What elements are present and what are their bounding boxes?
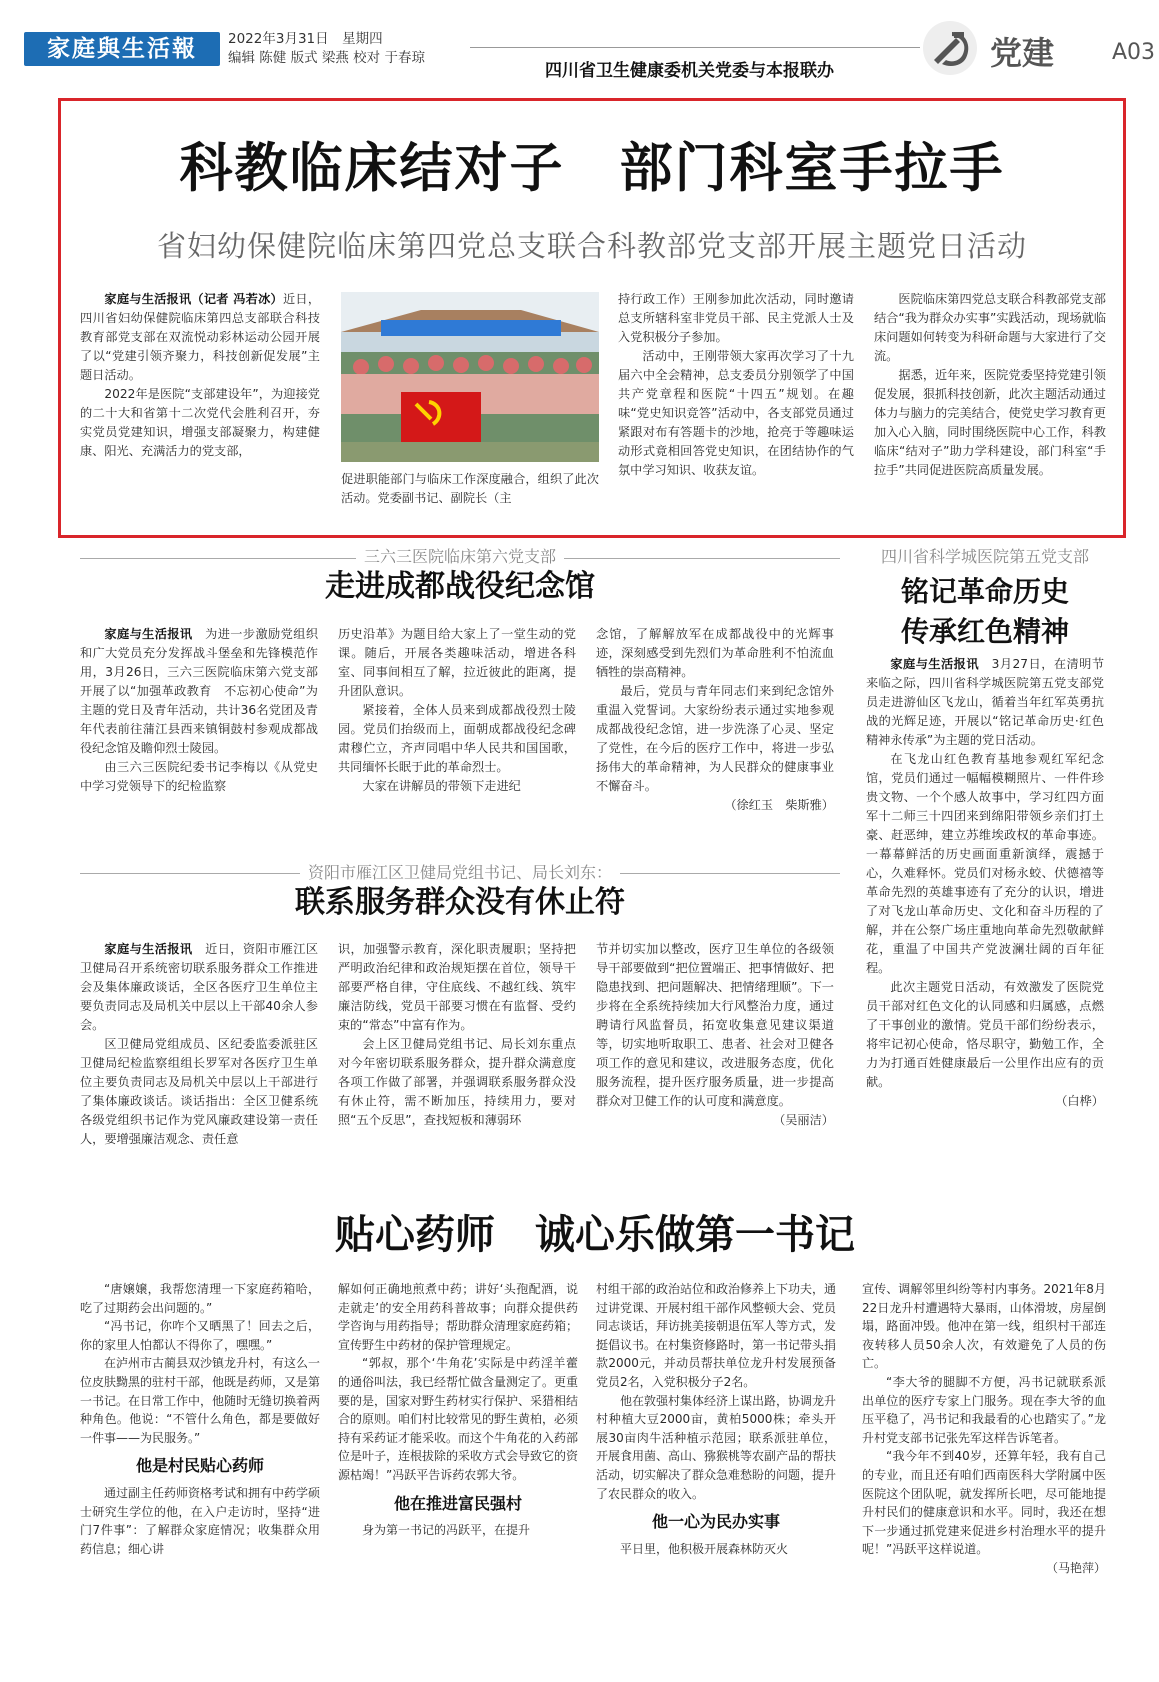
article5-author: （马艳萍） — [1045, 1560, 1106, 1575]
featured-col-3 — [618, 290, 854, 480]
article5-col1-p2: “冯书记，你咋个又晒黑了！回去之后，你的家里人怕都认不得你了，嘿嘿。” — [80, 1319, 320, 1352]
article2-kicker-text: 三六三医院临床第六党支部 — [356, 547, 564, 566]
article5-col1-p3: 在泸州市古蔺县双沙镇龙升村，有这么一位皮肤黝黑的驻村干部，他既是药师，又是第一书记。在日常工作中，他随时无缝切换着两种角色。他说：“不管什么角色，都是要做好一件事——为民服务。” — [80, 1356, 321, 1445]
article4-col-1 — [80, 940, 318, 1149]
article2-kicker — [80, 546, 840, 568]
article4-author: （吴丽洁） — [773, 1113, 834, 1127]
article3-author: （白桦） — [1055, 1094, 1104, 1108]
featured-col1-p1: 近日，四川省妇幼保健院临床第四总支部联合科技教育部党支部在双流悦动彩林运动公园开展了以“党建引领齐聚力，科技创新促发展”主题日活动。 — [80, 292, 321, 382]
featured-subheadline: 省妇幼保健院临床第四党总支联合科教部党支部开展主题党日活动 — [156, 229, 1027, 263]
byline: 家庭与生活报讯（记者 冯若冰） — [104, 292, 283, 306]
article3-kicker: 四川省科学城医院第五党支部 — [880, 547, 1089, 566]
article2-col2-p2: 紧接着，全体人员来到成都战役烈士陵园。党员们抬级而上，面朝成都战役纪念碑肃穆伫立，齐声同唱中华人民共和国国歌，共同缅怀长眠于此的革命烈士。 — [338, 703, 576, 774]
issue-meta — [228, 30, 425, 68]
article4-col1-p2: 区卫健局党组成员、区纪委监委派驻区卫健局纪检监察组组长罗军对各医疗卫生单位主要负责同志及局机关中层以上干部进行了集体廉政谈话。谈话指出：全区卫健系统各级党组织书记作为党风廉政建设第一责任人，要增强廉洁观念、责任意 — [80, 1037, 318, 1146]
article3-headline-line2: 传承红色精神 — [900, 615, 1069, 648]
article2-col1-p1: 为进一步激励党组织和广大党员充分发挥战斗堡垒和先锋模范作用，3月26日，三六三医院临床第六党支部开展了以“加强革政教育 不忘初心使命”为主题的党日及青年活动，共计36名党团及青年代表前往蒲江县西来镇铜鼓村参观成都战役纪念馆及瞻仰烈士陵园。 — [80, 627, 319, 755]
article5-col-1 — [80, 1280, 320, 1558]
featured-headline: 科教临床结对子 部门科室手拉手 — [179, 137, 1005, 199]
article4-byline: 家庭与生活报讯 — [104, 942, 193, 956]
article3-headline — [860, 572, 1110, 652]
masthead-rule — [470, 47, 920, 48]
article5-col2-p2: “郭叔，那个‘牛角花’实际是中药淫羊藿的通俗叫法，我已经帮忙做含量测定了。更重要的是，国家对野生药材实行保护、采猎相结合的原则。咱们村比较常见的野生黄柏，必须持有采药证才能采收。而这个牛角花的入药部位是叶子，连根拔除的采收方式会导致它的资源枯竭！”冯跃平告诉药农郭大爷。 — [338, 1356, 579, 1482]
article4-headline: 联系服务群众没有休止符 — [295, 885, 625, 920]
article5-col3-p3: 平日里，他积极开展森林防灭火 — [620, 1541, 789, 1556]
article5-col-2 — [338, 1280, 578, 1540]
article5-col2-p3: 身为第一书记的冯跃平，在提升 — [362, 1523, 531, 1538]
article5-subhead-2: 他在推进富民强村 — [393, 1493, 522, 1513]
party-emblem-icon — [922, 20, 978, 76]
article4-col3-p1: 节并切实加以整改，医疗卫生单位的各级领导干部要做到“把位置端正、把事情做好、把隐患找到、把问题解决、把情绪理顺”。下一步将在全系统持续加大行风整治力度，通过聘请行风监督员，拓宽收集意见建议渠道等，切实地听取职工、患者、社会对卫健各项工作的意见和建议，改进服务态度，优化服务流程，提升医疗服务质量，进一步提高群众对卫健工作的认可度和满意度。 — [596, 942, 834, 1108]
article2-col-2 — [338, 625, 576, 796]
article3-p3: 此次主题党日活动，有效激发了医院党员干部对红色文化的认同感和归属感，点燃了干事创业的激情。党员干部们纷纷表示，将牢记初心使命，恪尽职守，勤勉工作，全力为打通百姓健康最后一公里作出应有的贡献。 — [866, 980, 1104, 1089]
article4-col-3 — [596, 940, 834, 1130]
article2-col2-p1: 历史沿革》为题目给大家上了一堂生动的党课。随后，开展各类趣味活动，增进各科室、同事间相互了解，拉近彼此的距离，提升团队意识。 — [338, 627, 576, 698]
article5-col1-p1: “唐嬢嬢，我帮您清理一下家庭药箱哈，吃了过期药会出问题的。” — [80, 1282, 320, 1315]
article4-col2-p1: 识，加强警示教育，深化职责履职；坚持把严明政治纪律和政治规矩摆在首位，领导干部要严格自律，守住底线、不越红线、筑牢廉洁防线，党员干部要习惯在有监督、受约束的“常态”中富有作为。 — [338, 942, 576, 1032]
article4-col-2 — [338, 940, 576, 1130]
featured-col1-p2: 2022年是医院“支部建设年”，为迎接党的二十大和省第十二次党代会胜利召开，夯实党员党建知识，增强支部凝聚力，构建健康、阳光、充满活力的党支部， — [80, 387, 320, 458]
co-publisher: 四川省卫生健康委机关党委与本报联办 — [545, 61, 834, 81]
article2-col3-p2: 最后，党员与青年同志们来到纪念馆外重温入党誓词。大家纷纷表示通过实地参观成都战役纪念馆，进一步洗涤了心灵、坚定了党性，在今后的医疗工作中，将进一步弘扬伟大的革命精神，为人民群众的健康事业不懈奋斗。 — [596, 684, 834, 793]
article5-subhead-1: 他是村民贴心药师 — [135, 1456, 264, 1476]
article2-headline: 走进成都战役纪念馆 — [325, 569, 595, 604]
article2-byline: 家庭与生活报讯 — [104, 627, 193, 641]
featured-col-2 — [341, 470, 599, 508]
featured-col-4 — [874, 290, 1106, 480]
featured-col-1 — [80, 290, 320, 461]
article5-col-4 — [862, 1280, 1106, 1578]
article5-col4-p3: “我今年不到40岁，还算年轻，我有自己的专业，而且还有咱们西南医科大学附属中医医院这个团队呢，就发挥所长吧，尽可能地提升村民们的健康意识和水平。同时，我还在想下一步通过抓党建来促进乡村治理水平的提升呢！”冯跃平这样说道。 — [862, 1449, 1106, 1557]
group-photo — [341, 292, 599, 462]
article5-col3-p1: 村组干部的政治站位和政治修养上下功夫，通过讲党课、开展村组干部作风整顿大会、党员同志谈话，拜访挑美接朝退伍军人等方式，发挺倡议书。在村集资修路时，第一书记带头捐款2000元，并动员帮扶单位龙升村发展预备党员2名，入党积极分子2名。 — [596, 1282, 837, 1389]
article5-col1-p4: 通过副主任药师资格考试和拥有中药学硕士研究生学位的他，在入户走访时，坚持“进门7件事”：了解群众家庭情况；收集群众用药信息；细心讲 — [80, 1485, 321, 1556]
article3-byline: 家庭与生活报讯 — [890, 657, 979, 671]
article5-col-3 — [596, 1280, 836, 1558]
article3-headline-line1: 铭记革命历史 — [900, 575, 1069, 608]
article5-col2-p1: 解如何正确地煎煮中药；讲好‘头孢配酒，说走就走’的安全用药科普故事；向群众提供药学咨询与用药指导；帮助群众清理家庭药箱；宣传野生中药材的保护管理规定。 — [338, 1282, 579, 1352]
article4-kicker — [80, 862, 840, 884]
article2-col-3 — [596, 625, 834, 815]
article2-col-1 — [80, 625, 318, 796]
article5-col3-p2: 他在敦强村集体经济上谋出路，协调龙升村种植大豆2000亩，黄柏5000株；牵头开展30亩肉牛活种植示范园；联系派驻单位，开展食用菌、高山、猕猴桃等农副产品的帮扶活动，切实解决了群众急难愁盼的问题，提升了农民群众的收入。 — [596, 1393, 837, 1501]
featured-col3-p1: 持行政工作）王刚参加此次活动，同时邀请总支所辖科室非党员干部、民主党派人士及入党积极分子参加。 — [618, 292, 854, 344]
article2-col3-p1: 念馆，了解解放军在成都战役中的光辉事迹，深刻感受到先烈们为革命胜利不怕流血牺牲的崇高精神。 — [596, 627, 834, 679]
article2-col2-p3: 大家在讲解员的带领下走进纪 — [362, 779, 521, 793]
featured-col3-p2: 活动中，王刚带领大家再次学习了十九届六中全会精神，总支委员分别领学了中国共产党章程和医院“十四五”规划。在趣味“党史知识竞答”活动中，各支部党员通过紧跟对布有答题卡的沙地，抢亮于等趣味运动形式竟相回答党史知识，在团结协作的气氛中学习知识、收获友谊。 — [618, 349, 854, 477]
section-label: 党建 — [990, 34, 1055, 72]
article2-col1-p2: 由三六三医院纪委书记李梅以《从党史中学习党领导下的纪检监察 — [80, 760, 318, 793]
article3-body — [866, 655, 1104, 1111]
article4-kicker-text: 资阳市雁江区卫健局党组书记、局长刘东： — [300, 863, 620, 882]
article5-col4-p2: “李大爷的腿脚不方便，冯书记就联系派出单位的医疗专家上门服务。现在李大爷的血压平稳了，冯书记和我最看的心也踏实了。”龙升村党支部书记张先军这样告诉笔者。 — [862, 1374, 1106, 1445]
newspaper-logo: 家庭與生活報 — [24, 32, 220, 66]
article5-headline: 贴心药师 诚心乐做第一书记 — [335, 1211, 855, 1258]
article4-col2-p2: 会上区卫健局党组书记、局长刘东重点对今年密切联系服务群众，提升群众满意度各项工作做了部署，并强调联系服务群众没有休止符，需不断加压，持续用力，要对照“五个反思”，查找短板和薄弱环 — [338, 1037, 576, 1127]
featured-col2-text: 促进职能部门与临床工作深度融合，组织了此次活动。党委副书记、副院长（主 — [341, 472, 599, 505]
featured-col4-p2: 据悉，近年来，医院党委坚持党建引领促发展，狠抓科技创新，此次主题活动通过体力与脑力的完美结合，使党史学习教育更加入心入脑，同时围绕医院中心工作，科教临床“结对子”助力学科建设，部门科室“手拉手”共同促进医院高质量发展。 — [874, 368, 1106, 477]
staff-credits: 编辑 陈健 版式 梁燕 校对 于春琼 — [228, 50, 425, 66]
article4-col1-p1: 近日，资阳市雁江区卫健局召开系统密切联系服务群众工作推进会及集体廉政谈话，全区各医疗卫生单位主要负责同志及局机关中层以上干部40余人参会。 — [80, 942, 319, 1032]
article2-author: （徐红玉 柴斯雅） — [724, 798, 834, 812]
featured-col4-p1: 医院临床第四党总支联合科教部党支部结合“我为群众办实事”实践活动，现场就临床问题如何转变为科研命题与大家进行了交流。 — [874, 292, 1107, 363]
issue-date: 2022年3月31日 星期四 — [228, 31, 383, 47]
article5-subhead-3: 他一心为民办实事 — [651, 1512, 780, 1532]
article5-col4-p1: 宣传、调解邻里纠纷等村内事务。2021年8月22日龙升村遭遇特大暴雨，山体滑坡，房屋倒塌，路面冲毁。他冲在第一线，组织村干部连夜转移人员50余人次，有效避免了人员的伤亡。 — [862, 1282, 1106, 1371]
article3-p1: 3月27日，在清明节来临之际，四川省科学城医院第五党支部党员走进游仙区飞龙山，循着当年红军英勇抗战的光辉足迹，开展以“铭记革命历史·红色精神永传承”为主题的党日活动。 — [866, 657, 1105, 747]
article3-p2: 在飞龙山红色教育基地参观红军纪念馆，党员们通过一幅幅模糊照片、一件件珍贵文物、一个个感人故事中，学习红四方面军十二师三十四团来到绵阳带领乡亲们打土豪、赶恶绅，建立苏维埃政权的革命事迹。一幕幕鲜活的历史画面重新演绎，震撼于心，久难释怀。党员们对杨永蛟、伏德禧等革命先烈的英雄事迹有了充分的认识，增进了对飞龙山革命历史、文化和奋斗历程的了解，并在公祭广场庄重地向革命先烈敬献鲜花，重温了中国共产党波澜壮阔的百年征程。 — [866, 752, 1104, 975]
page-number: A03 — [1112, 40, 1156, 65]
